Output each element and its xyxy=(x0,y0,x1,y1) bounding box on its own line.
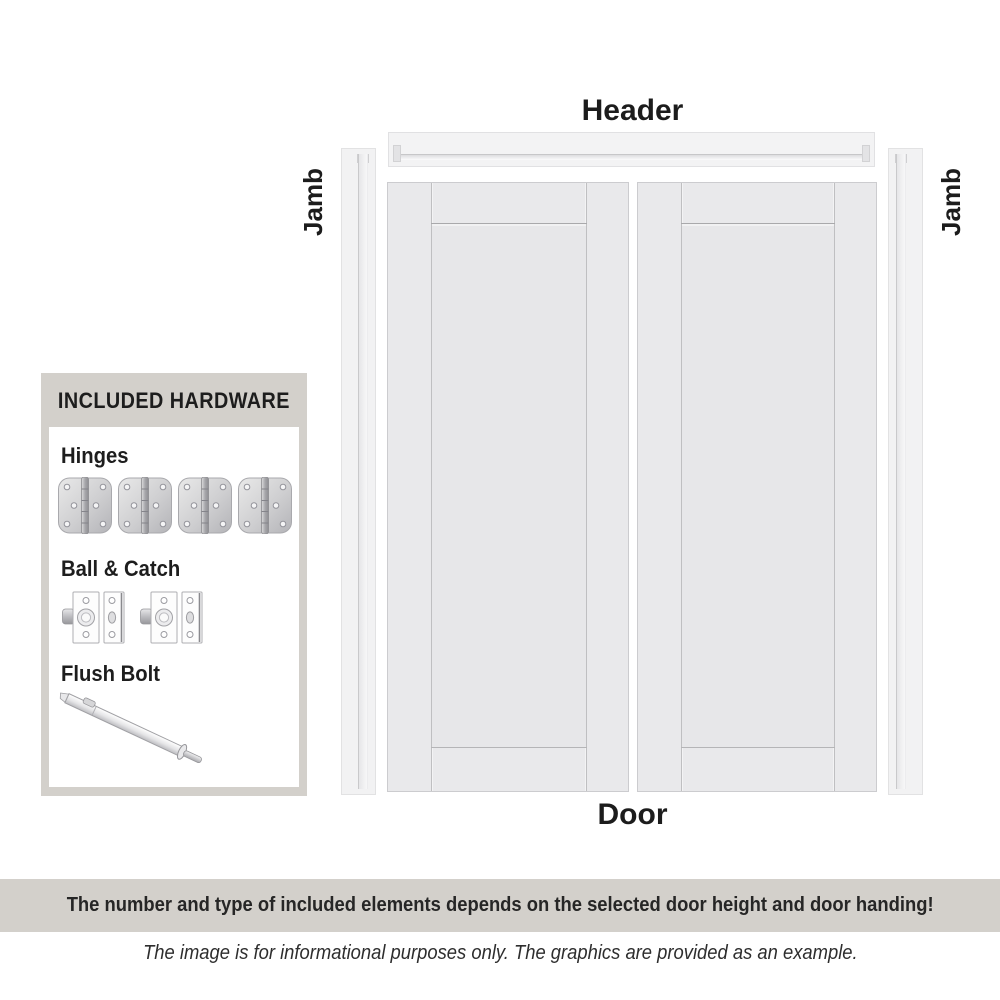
header-bar-end-cap-right xyxy=(862,145,870,162)
disclaimer xyxy=(0,938,1000,968)
ball-catch-icon xyxy=(140,590,204,645)
door-stile-line xyxy=(586,183,587,791)
jamb-part-left xyxy=(341,148,376,795)
header-bar-part xyxy=(388,132,875,167)
jamb-label-right: Jamb xyxy=(936,168,966,236)
included-hardware-panel xyxy=(49,427,299,787)
header-label: Header xyxy=(581,94,684,127)
door-panel xyxy=(682,226,834,747)
info-banner-text: The number and type of included elements depends on the selected door height and door handing! xyxy=(66,894,934,916)
door-panel xyxy=(432,226,586,747)
disclaimer-text: The image is for informational purposes only. The graphics are provided as an example. xyxy=(142,942,858,964)
included-hardware-title xyxy=(41,373,307,427)
flush-bolt-icon-row xyxy=(57,689,219,775)
jamb-part-right xyxy=(888,148,923,795)
hinge-icon xyxy=(178,477,232,534)
included-hardware-title-text: INCLUDED HARDWARE xyxy=(57,388,291,413)
included-hardware-box xyxy=(41,373,307,796)
info-banner xyxy=(0,879,1000,932)
door-rail-line xyxy=(431,747,587,748)
door-stile-line xyxy=(834,183,835,791)
hinge-icon xyxy=(58,477,112,534)
hinges-icon-row xyxy=(58,477,292,534)
hinges-section-label: Hinges xyxy=(61,443,129,468)
flush-bolt-section-label: Flush Bolt xyxy=(61,661,160,686)
header-bar-end-cap-left xyxy=(393,145,401,162)
ball-catch-icon-row xyxy=(62,590,204,645)
door-rail-line xyxy=(681,747,835,748)
header-bar-groove xyxy=(401,154,862,160)
door-left-leaf xyxy=(387,182,629,792)
ball-catch-icon xyxy=(62,590,126,645)
jamb-label-left: Jamb xyxy=(298,168,328,236)
door-label: Door xyxy=(597,798,668,831)
hinge-icon xyxy=(238,477,292,534)
jamb-groove xyxy=(896,154,906,789)
door-right-leaf xyxy=(637,182,877,792)
hinge-icon xyxy=(118,477,172,534)
ball-catch-section-label: Ball & Catch xyxy=(61,556,181,581)
jamb-groove xyxy=(358,154,368,789)
flush-bolt-icon xyxy=(57,689,219,775)
